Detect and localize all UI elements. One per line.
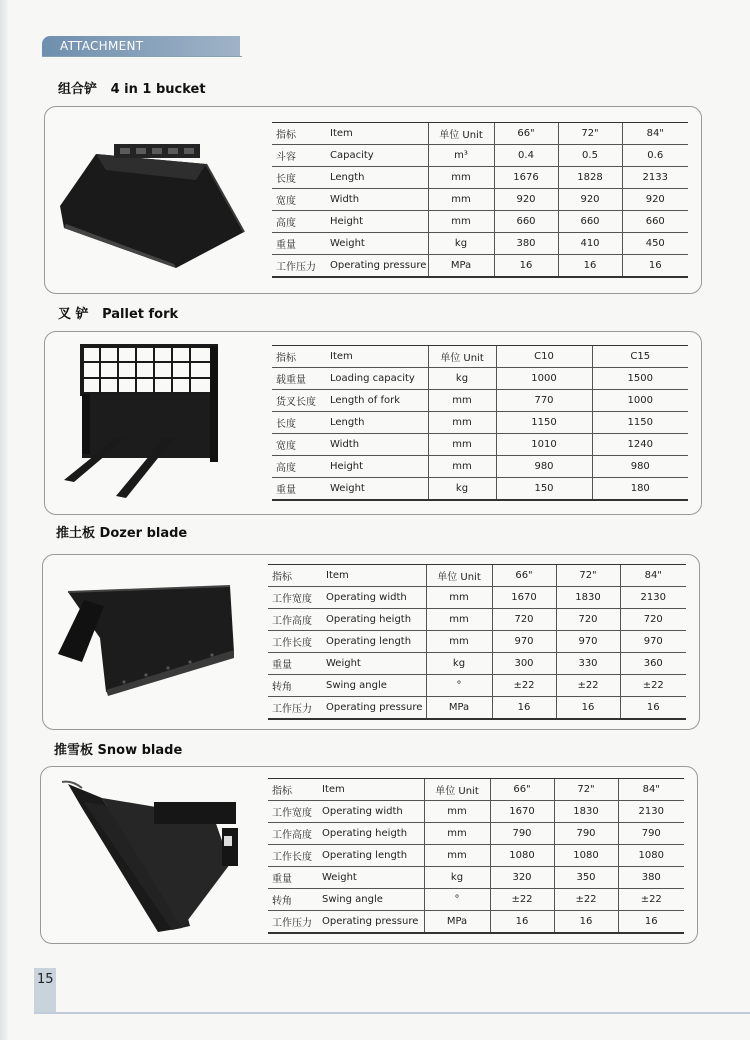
dozer-blade-spec-table: [268, 564, 686, 720]
table-row: 转角 Swing angle ° ±22 ±22 ±22: [268, 675, 686, 697]
table-row: 工作长度 Operating length mm 1080 1080 1080: [268, 845, 684, 867]
table-row: 工作高度 Operating heigth mm 790 790 790: [268, 823, 684, 845]
pallet-fork-title: 叉 铲 Pallet fork: [58, 307, 179, 322]
header-rule: [42, 56, 242, 57]
table-row: 重量 Weight kg 150 180: [272, 478, 688, 501]
table-row: 长度 Length mm 1150 1150: [272, 412, 688, 434]
table-row: 工作宽度 Operating width mm 1670 1830 2130: [268, 587, 686, 609]
table-row: 载重量 Loading capacity kg 1000 1500: [272, 368, 688, 390]
table-row: 工作长度 Operating length mm 970 970 970: [268, 631, 686, 653]
page-edge: [0, 0, 8, 1040]
table-row: 工作压力 Operating pressure MPa 16 16 16: [272, 255, 688, 278]
table-row: 宽度 Width mm 920 920 920: [272, 189, 688, 211]
table-row: 重量 Weight kg 380 410 450: [272, 233, 688, 255]
table-row: 工作压力 Operating pressure MPa 16 16 16: [268, 697, 686, 720]
snow-blade-photo: [62, 778, 242, 934]
table-row: 指标 Item 单位 Unit 66" 72" 84": [268, 565, 686, 587]
dozer-blade-photo: [54, 582, 240, 698]
table-row: 宽度 Width mm 1010 1240: [272, 434, 688, 456]
snow-blade-spec-table: [268, 778, 684, 934]
table-row: 重量 Weight kg 320 350 380: [268, 867, 684, 889]
table-row: 重量 Weight kg 300 330 360: [268, 653, 686, 675]
bucket-spec-table: [272, 122, 688, 278]
table-row: 转角 Swing angle ° ±22 ±22 ±22: [268, 889, 684, 911]
bucket-title: 组合铲 4 in 1 bucket: [58, 82, 206, 97]
table-row: 高度 Height mm 980 980: [272, 456, 688, 478]
footer-rule: [34, 1012, 750, 1014]
pallet-fork-photo: [60, 342, 220, 502]
dozer-blade-title: 推土板 Dozer blade: [56, 526, 188, 541]
snow-blade-title: 推雪板 Snow blade: [54, 743, 183, 758]
table-row: 工作高度 Operating heigth mm 720 720 720: [268, 609, 686, 631]
pallet-fork-spec-table: [272, 345, 688, 501]
table-row: 指标 Item 单位 Unit C10 C15: [272, 346, 688, 368]
table-row: 工作压力 Operating pressure MPa 16 16 16: [268, 911, 684, 934]
table-row: 指标 Item 单位 Unit 66" 72" 84": [268, 779, 684, 801]
table-row: 工作宽度 Operating width mm 1670 1830 2130: [268, 801, 684, 823]
table-row: 斗容 Capacity m³ 0.4 0.5 0.6: [272, 145, 688, 167]
page-number: 15: [34, 968, 56, 1012]
table-row: 货叉长度 Length of fork mm 770 1000: [272, 390, 688, 412]
table-row: 长度 Length mm 1676 1828 2133: [272, 167, 688, 189]
table-row: 指标 Item 单位 Unit 66" 72" 84": [272, 123, 688, 145]
section-header-tab: ATTACHMENT: [42, 36, 240, 56]
bucket-photo: [56, 140, 252, 270]
table-row: 高度 Height mm 660 660 660: [272, 211, 688, 233]
